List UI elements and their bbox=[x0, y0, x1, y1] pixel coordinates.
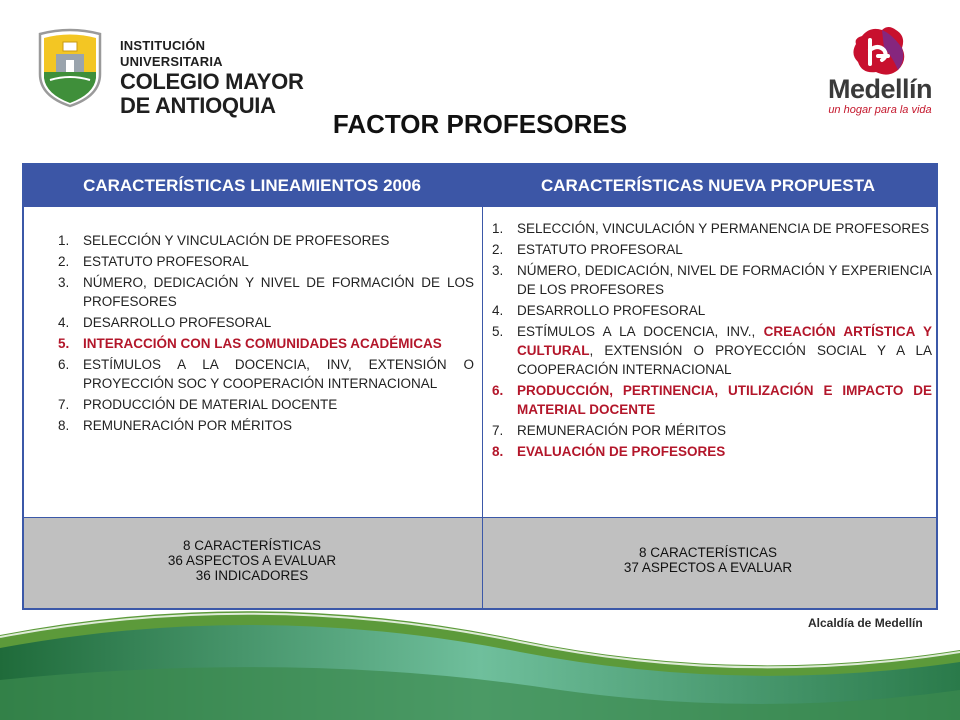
list-item: 3. NÚMERO, DEDICACIÓN Y NIVEL DE FORMACIÓN DE LOS PROFESORES bbox=[58, 275, 474, 309]
list-item: 6. ESTÍMULOS A LA DOCENCIA, INV, EXTENSIÓN O PROYECCIÓN SOC Y COOPERACIÓN INTERNACIONAL bbox=[58, 357, 474, 391]
list-item: 4. DESARROLLO PROFESORAL bbox=[492, 303, 706, 318]
col2-summary: 8 CARACTERÍSTICAS 37 ASPECTOS A EVALUAR bbox=[623, 545, 793, 575]
list-item-highlighted: 5. INTERACCIÓN CON LAS COMUNIDADES ACADÉMICAS bbox=[58, 336, 442, 351]
list-item: 4. DESARROLLO PROFESORAL bbox=[58, 315, 272, 330]
list-item: 8. REMUNERACIÓN POR MÉRITOS bbox=[58, 418, 293, 433]
col1-header: CARACTERÍSTICAS LINEAMIENTOS 2006 bbox=[83, 176, 421, 195]
list-item: 1. SELECCIÓN, VINCULACIÓN Y PERMANENCIA DE PROFESORES bbox=[492, 221, 930, 236]
institution-line3: DE ANTIOQUIA bbox=[120, 93, 276, 118]
medellin-name: Medellín bbox=[827, 74, 932, 104]
list-item: 2. ESTATUTO PROFESORAL bbox=[492, 242, 683, 257]
list-item: 1. SELECCIÓN Y VINCULACIÓN DE PROFESORES bbox=[58, 233, 390, 248]
shield-icon bbox=[36, 28, 104, 108]
list-item-highlighted: 8. EVALUACIÓN DE PROFESORES bbox=[492, 444, 726, 459]
comparison-table bbox=[22, 163, 938, 610]
list-item: 7. REMUNERACIÓN POR MÉRITOS bbox=[492, 423, 727, 438]
list-item-mixed: 5. ESTÍMULOS A LA DOCENCIA, INV., CREACIÓN ARTÍSTICA Y CULTURAL, EXTENSIÓN O PROYECCIÓN SOCIAL Y A LA COOPERACIÓN INTERNACIONAL bbox=[492, 324, 932, 377]
medellin-logo bbox=[820, 26, 940, 116]
institution-line2: COLEGIO MAYOR bbox=[120, 69, 304, 94]
col1-list bbox=[58, 231, 474, 437]
institution-line1: INSTITUCIÓN UNIVERSITARIA bbox=[120, 38, 223, 69]
bottom-decoration bbox=[0, 590, 960, 720]
alcaldia-label: Alcaldía de Medellín bbox=[808, 616, 923, 630]
table-header-row bbox=[24, 165, 936, 207]
highlight-text: CREACIÓN ARTÍSTICA Y CULTURAL bbox=[517, 324, 932, 358]
table-body-row bbox=[24, 207, 936, 517]
col2-list bbox=[492, 219, 932, 463]
page-title: FACTOR PROFESORES bbox=[332, 109, 628, 139]
column-divider bbox=[482, 207, 483, 608]
list-item: 7. PRODUCCIÓN DE MATERIAL DOCENTE bbox=[58, 397, 338, 412]
list-item: 3. NÚMERO, DEDICACIÓN, NIVEL DE FORMACIÓN Y EXPERIENCIA DE LOS PROFESORES bbox=[492, 263, 932, 297]
list-item-highlighted: 6. PRODUCCIÓN, PERTINENCIA, UTILIZACIÓN E IMPACTO DE MATERIAL DOCENTE bbox=[492, 383, 932, 417]
list-item: 2. ESTATUTO PROFESORAL bbox=[58, 254, 249, 269]
col2-header: CARACTERÍSTICAS NUEVA PROPUESTA bbox=[540, 176, 876, 195]
medellin-mark-icon bbox=[848, 26, 908, 76]
col1-summary: 8 CARACTERÍSTICAS 36 ASPECTOS A EVALUAR 36 INDICADORES bbox=[167, 538, 337, 583]
medellin-tagline: un hogar para la vida bbox=[828, 104, 932, 116]
institution-logo bbox=[36, 28, 306, 118]
